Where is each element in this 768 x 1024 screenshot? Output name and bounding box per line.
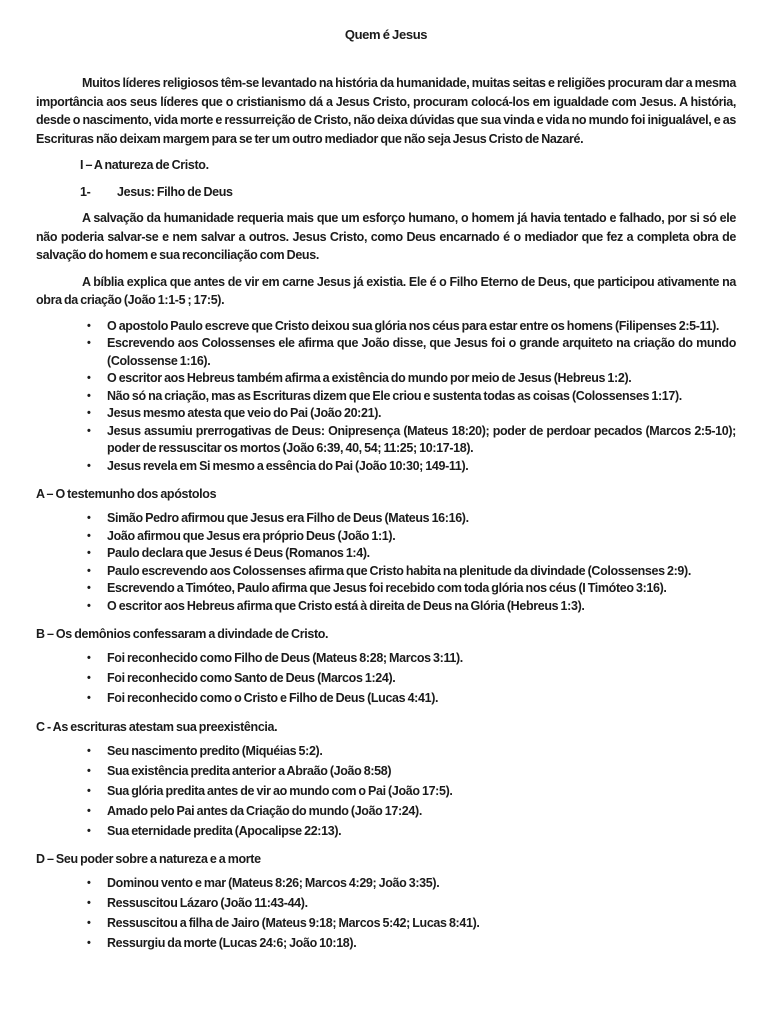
- list-item: [36, 803, 736, 821]
- bullet-icon: •: [87, 529, 91, 542]
- list-item: [36, 580, 736, 598]
- list-item-text: Escrevendo a Timóteo, Paulo afirma que Jesus foi recebido com toda glória nos céus (I Timóteo 3:16).: [107, 581, 667, 595]
- list-item: [36, 743, 736, 761]
- bullet-icon: •: [87, 407, 91, 419]
- list-item-text: Ressuscitou a filha de Jairo (Mateus 9:18; Marcos 5:42; Lucas 8:41).: [107, 916, 480, 930]
- list-item-text: Simão Pedro afirmou que Jesus era Filho de Deus (Mateus 16:16).: [107, 511, 469, 525]
- bullet-icon: •: [87, 877, 91, 889]
- list-item-text: Sua existência predita anterior a Abraão (João 8:58): [107, 763, 392, 778]
- list-item-text: Paulo escrevendo aos Colossenses afirma que Cristo habita na plenitude da divindade (Colossenses 2:9).: [107, 563, 691, 578]
- numbered-heading-jesus-son-of-god: [80, 183, 736, 202]
- list-item-text: Jesus assumiu prerrogativas de Deus: Onipresença (Mateus 18:20); poder de perdoar pecados (Marcos 2:5-10); poder de ressuscitar os mortos (João 6:39, 40, 54; 11:25; 10:17-18).: [107, 423, 736, 455]
- list-item: [36, 545, 736, 563]
- list-item-text: Ressurgiu da morte (Lucas 24:6; João 10:18).: [107, 936, 357, 950]
- bullet-icon: •: [87, 337, 91, 349]
- list-item: [36, 875, 736, 893]
- list-item: [36, 823, 736, 841]
- list-item: [36, 370, 736, 388]
- list-item-text: O escritor aos Hebreus afirma que Cristo está à direita de Deus na Glória (Hebreus 1:3).: [107, 598, 585, 613]
- bullet-icon: •: [87, 319, 91, 332]
- list-item-text: Não só na criação, mas as Escrituras dizem que Ele criou e sustenta todas as coisas (Colossenses 1:17).: [107, 388, 682, 403]
- bullet-icon: •: [87, 582, 91, 594]
- list-item-text: Jesus revela em Si mesmo a essência do Pai (João 10:30; 149-11).: [107, 458, 469, 473]
- document-title: Quem é Jesus: [344, 27, 428, 42]
- demons-confession-list: [36, 650, 736, 708]
- bullet-icon: •: [87, 424, 91, 437]
- list-item-text: João afirmou que Jesus era próprio Deus (João 1:1).: [107, 528, 396, 543]
- section-heading-preexistence: C - As escrituras atestam sua preexistência.: [36, 719, 278, 734]
- heading-nature-of-christ: I – A natureza de Cristo.: [80, 158, 209, 172]
- salvation-paragraph: A salvação da humanidade requeria mais que um esforço humano, o homem já havia tentado e falhado, por si só ele não poderia salvar-se e nem salvar a outros. Jesus Cristo, como Deus encarnado é o mediador que fez a completa obra de salvação do homem e sua reconciliação com Deus.: [36, 211, 736, 262]
- list-item: [36, 388, 736, 406]
- section-heading-demons: B – Os demônios confessaram a divindade de Cristo.: [36, 627, 329, 641]
- bullet-icon: •: [87, 372, 91, 384]
- power-over-nature-death-list: [36, 875, 736, 953]
- list-item-text: O escritor aos Hebreus também afirma a existência do mundo por meio de Jesus (Hebreus 1:2).: [107, 371, 632, 385]
- bullet-icon: •: [87, 564, 91, 577]
- bullet-icon: •: [87, 804, 91, 817]
- list-item-text: Paulo declara que Jesus é Deus (Romanos 1:4).: [107, 546, 370, 560]
- section-heading-apostles: A – O testemunho dos apóstolos: [36, 487, 217, 501]
- preexistence-list: [36, 743, 736, 841]
- list-item: [36, 563, 736, 581]
- list-item: [36, 935, 736, 953]
- list-item: [36, 510, 736, 528]
- apostles-testimony-list: [36, 510, 736, 615]
- bullet-icon: •: [87, 917, 91, 929]
- list-item: [36, 690, 736, 708]
- list-item: [36, 528, 736, 546]
- bullet-icon: •: [87, 897, 91, 909]
- list-item: [36, 763, 736, 781]
- bullet-icon: •: [87, 389, 91, 402]
- list-item-text: Sua glória predita antes de vir ao mundo com o Pai (João 17:5).: [107, 783, 453, 798]
- list-item: [36, 783, 736, 801]
- list-item-text: Dominou vento e mar (Mateus 8:26; Marcos 4:29; João 3:35).: [107, 876, 440, 890]
- bullet-icon: •: [87, 824, 91, 837]
- list-item: [36, 458, 736, 476]
- list-item: [36, 318, 736, 336]
- bullet-icon: •: [87, 652, 91, 664]
- numbered-heading-label: Jesus: Filho de Deus: [117, 184, 233, 199]
- bullet-icon: •: [87, 672, 91, 684]
- list-item-text: O apostolo Paulo escreve que Cristo deixou sua glória nos céus para estar entre os homens (Filipenses 2:5-11).: [107, 318, 720, 333]
- bullet-icon: •: [87, 512, 91, 524]
- list-item-text: Escrevendo aos Colossenses ele afirma que João disse, que Jesus foi o grande arquiteto na criação do mundo (Colossense 1:16).: [107, 336, 736, 368]
- list-item: [36, 650, 736, 668]
- intro-paragraph: Muitos líderes religiosos têm-se levantado na história da humanidade, muitas seitas e religiões procuram dar a mesma importância aos seus líderes que o cristianismo dá a Jesus Cristo, procuram colocá-los em igualdade com Jesus. A história, desde o nascimento, vida morte e ressurreição de Cristo, não deixa dúvidas que sua vinda e vida no mundo foi inigualável, e as Escrituras não deixam margem para se ter um outro mediador que não seja Jesus Cristo de Nazaré.: [36, 76, 736, 146]
- bullet-icon: •: [87, 547, 91, 559]
- list-item: [36, 423, 736, 458]
- list-item-text: Seu nascimento predito (Miquéias 5:2).: [107, 743, 323, 758]
- creation-evidence-list: [36, 318, 736, 476]
- list-item-text: Foi reconhecido como o Cristo e Filho de Deus (Lucas 4:41).: [107, 691, 439, 705]
- list-item: [36, 335, 736, 370]
- list-item-text: Foi reconhecido como Filho de Deus (Mateus 8:28; Marcos 3:11).: [107, 651, 463, 665]
- list-item-text: Ressuscitou Lázaro (João 11:43-44).: [107, 896, 308, 910]
- bullet-icon: •: [87, 744, 91, 757]
- list-item-text: Foi reconhecido como Santo de Deus (Marcos 1:24).: [107, 671, 396, 685]
- bible-paragraph: A bíblia explica que antes de vir em carne Jesus já existia. Ele é o Filho Eterno de Deus, que participou ativamente na obra da criação (João 1:1-5 ; 17:5).: [36, 274, 736, 307]
- bullet-icon: •: [87, 937, 91, 949]
- list-item-text: Amado pelo Pai antes da Criação do mundo (João 17:24).: [107, 803, 422, 818]
- list-item: [36, 915, 736, 933]
- list-item-text: Sua eternidade predita (Apocalipse 22:13).: [107, 823, 342, 838]
- bullet-icon: •: [87, 692, 91, 704]
- bullet-icon: •: [87, 459, 91, 472]
- list-number: 1-: [80, 184, 91, 199]
- list-item: [36, 598, 736, 616]
- bullet-icon: •: [87, 599, 91, 612]
- bullet-icon: •: [87, 784, 91, 797]
- section-heading-power: D – Seu poder sobre a natureza e a morte: [36, 852, 261, 866]
- list-item-text: Jesus mesmo atesta que veio do Pai (João 20:21).: [107, 406, 382, 420]
- list-item: [36, 670, 736, 688]
- bullet-icon: •: [87, 764, 91, 777]
- list-item: [36, 405, 736, 423]
- list-item: [36, 895, 736, 913]
